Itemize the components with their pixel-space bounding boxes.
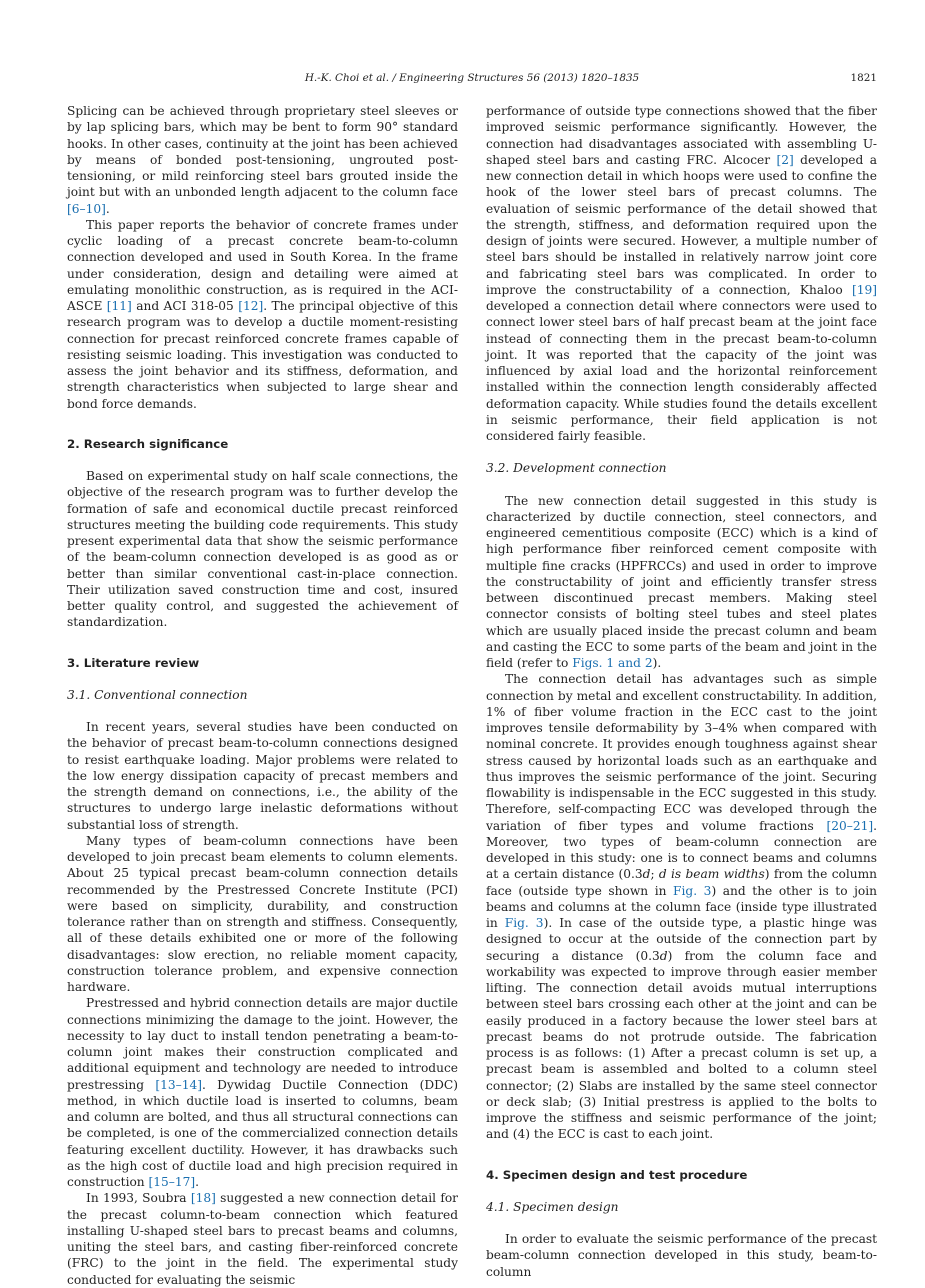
citation-link[interactable]: [18]: [190, 1191, 216, 1206]
paragraph: Splicing can be achieved through proprietary steel sleeves or by lap splicing bars, which may be bent to form 90° standard hooks. In other cases, continuity at the joint has been achieved by means of bonded post-tensioning, ungrouted post-tensioning, or mild reinforcing steel bars grouted inside the joint but with an unbonded length adjacent to the column face [6–10].: [67, 104, 458, 216]
citation-link[interactable]: [19]: [851, 282, 877, 297]
paragraph: Prestressed and hybrid connection details are major ductile connections minimizing the damage to the joint. However, the necessity to lay duct to install tendon penetrating a beam-to-column joint makes their construction complicated and additional equipment and technology are needed to introduce prestressing [13–14]. Dywidag Ductile Connection (DDC) method, in which ductile load is inserted to columns, beam and column are bolted, and thus all structural connections can be completed, is one of the commercialized connection details featuring excellent ductility. However, it has drawbacks such as the high cost of ductile load and high precision required in construction [15–17].: [67, 996, 458, 1189]
citation-link[interactable]: [15–17]: [148, 1175, 196, 1189]
section-heading: 2. Research significance: [67, 436, 229, 451]
figure-link[interactable]: Figs. 1 and 2: [572, 656, 653, 670]
subsection-heading: 3.2. Development connection: [486, 461, 667, 476]
citation-link[interactable]: [6–10]: [67, 201, 106, 216]
journal-citation: H.-K. Choi et al. / Engineering Structures 56 (2013) 1820–1835: [304, 72, 640, 84]
figure-link[interactable]: Fig. 3: [504, 916, 544, 930]
paragraph: The new connection detail suggested in this study is characterized by ductile connection, steel connectors, and engineered cementitious composite (ECC) which is a kind of high performance fiber reinforced cement composite with multiple fine cracks (HPFRCCs) and used in order to improve the constructability of joint and efficiently transfer stress between discontinued precast members. Making steel connector consists of bolting steel tubes and steel plates which are usually placed inside the precast column and beam and casting the ECC to some parts of the beam and joint in the field (refer to Figs. 1 and 2).: [486, 493, 877, 670]
citation-link[interactable]: [12]: [238, 299, 264, 313]
section-heading: 3. Literature review: [67, 655, 200, 670]
citation-link[interactable]: [13–14]: [155, 1077, 202, 1092]
section-heading: 4. Specimen design and test procedure: [486, 1167, 748, 1182]
citation-link[interactable]: [2]: [776, 152, 794, 167]
paragraph: In 1993, Soubra [18] suggested a new connection detail for the precast column-to-beam connection which featured installing U-shaped steel bars to precast beams and columns, uniting the steel bars, and casting fiber-reinforced concrete (FRC) to the joint in the field. The experimental study conducted for evaluating the seismic: [67, 1191, 459, 1287]
right-column: [486, 103, 877, 1280]
running-header: [67, 72, 877, 88]
paragraph: In recent years, several studies have been conducted on the behavior of precast beam-to-column connections designed to resist earthquake loading. Major problems were related to the low energy dissipation capacity of precast members and the strength demand on connections, i.e., the ability of the structures to undergo large inelastic deformations without substantial loss of strength.: [67, 720, 458, 832]
paragraph: This paper reports the behavior of concrete frames under cyclic loading of a precast concrete beam-to-column connection developed and used in South Korea. In the frame under consideration, design and detailing were aimed at emulating monolithic construction, as is required in the ACI-ASCE [11] and ACI 318-05 [12]. The principal objective of this research program was to develop a ductile moment-resisting connection for precast reinforced concrete frames capable of resisting seismic loading. This investigation was conducted to assess the joint behavior and its stiffness, deformation, and strength characteristics when subjected to large shear and bond force demands.: [67, 217, 458, 411]
left-column: [67, 103, 458, 1288]
paragraph: Based on experimental study on half scale connections, the objective of the research program was to further develop the formation of safe and economical ductile precast reinforced structures meeting the building code requirements. This study present experimental data that show the seismic performance of the beam-column connection developed is as good as or better than similar conventional cast-in-place connection. Their utilization saved construction time and cost, insured better quality control, and suggested the achievement of standardization.: [67, 469, 458, 630]
paragraph: performance of outside type connections showed that the fiber improved seismic performance significantly. However, the connection had disadvantages associated with assembling U-shaped steel bars and casting FRC. Alcocer [2] developed a new connection detail in which hoops were used to confine the hook of the lower steel bars of precast columns. The evaluation of seismic performance of the detail showed that the strength, stiffness, and deformation required upon the design of joints were secured. However, a multiple number of steel bars should be installed in relatively narrow joint core and fabricating steel bars was complicated. In order to improve the constructability of a connection, Khaloo [19] developed a connection detail where connectors were used to connect lower steel bars of half precast beam at the joint face instead of connecting them in the precast beam-to-column joint. It was reported that the capacity of the joint was influenced by axial load and the horizontal reinforcement installed within the connection length considerably affected deformation capacity. While studies found the details excellent in seismic performance, their field application is not considered fairly feasible.: [486, 104, 877, 443]
paragraph: The connection detail has advantages such as simple connection by metal and excellent constructability. In addition, 1% of fiber volume fraction in the ECC cast to the joint improves tensile deformability by 3–4% when compared with nominal concrete. It provides enough toughness against shear stress caused by horizontal loads such as an earthquake and thus improves the seismic performance of the joint. Securing flowability is indispensable in the ECC suggested in this study. Therefore, self-compacting ECC was developed through the variation of fiber types and volume fractions [20–21]. Moreover, two types of beam-column connection are developed in this study: one is to connect beams and columns at a certain distance (0.3d; d is beam widths) from the column face (outside type shown in Fig. 3) and the other is to join beams and columns at the column face (inside type illustrated in Fig. 3). In case of the outside type, a plastic hinge was designed to occur at the outside of the connection part by securing a distance (0.3d) from the column face and workability was expected to improve through easier member lifting. The connection detail avoids mutual interruptions between steel bars crossing each other at the joint and can be easily produced in a factory because the lower steel bars at precast beams do not protrude outside. The fabrication process is as follows: (1) After a precast column is set up, a precast beam is assembled and bolted to a column steel connector; (2) Slabs are installed by the same steel connector or deck slab; (3) Initial prestress is applied to the bolts to improve the stiffness and seismic performance of the joint; and (4) the ECC is cast to each joint.: [486, 672, 878, 1142]
citation-link[interactable]: [11]: [106, 299, 132, 313]
figure-link[interactable]: Fig. 3: [673, 883, 712, 898]
subsection-heading: 4.1. Specimen design: [486, 1199, 619, 1214]
page-number: 1821: [850, 72, 877, 84]
paragraph: Many types of beam-column connections have been developed to join precast beam elements to column elements. About 25 typical precast beam-column connection details recommended by the Prestressed Concrete Institute (PCI) were based on simplicity, durability, and construction tolerance rather than on strength and stiffness. Consequently, all of these details exhibited one or more of the following disadvantages: slow erection, no reliable moment capacity, construction tolerance problem, and expensive connection hardware.: [67, 833, 458, 994]
subsection-heading: 3.1. Conventional connection: [67, 687, 248, 702]
paragraph: In order to evaluate the seismic performance of the precast beam-column connection developed in this study, beam-to-column: [486, 1232, 877, 1279]
citation-link[interactable]: [20–21]: [826, 818, 874, 833]
